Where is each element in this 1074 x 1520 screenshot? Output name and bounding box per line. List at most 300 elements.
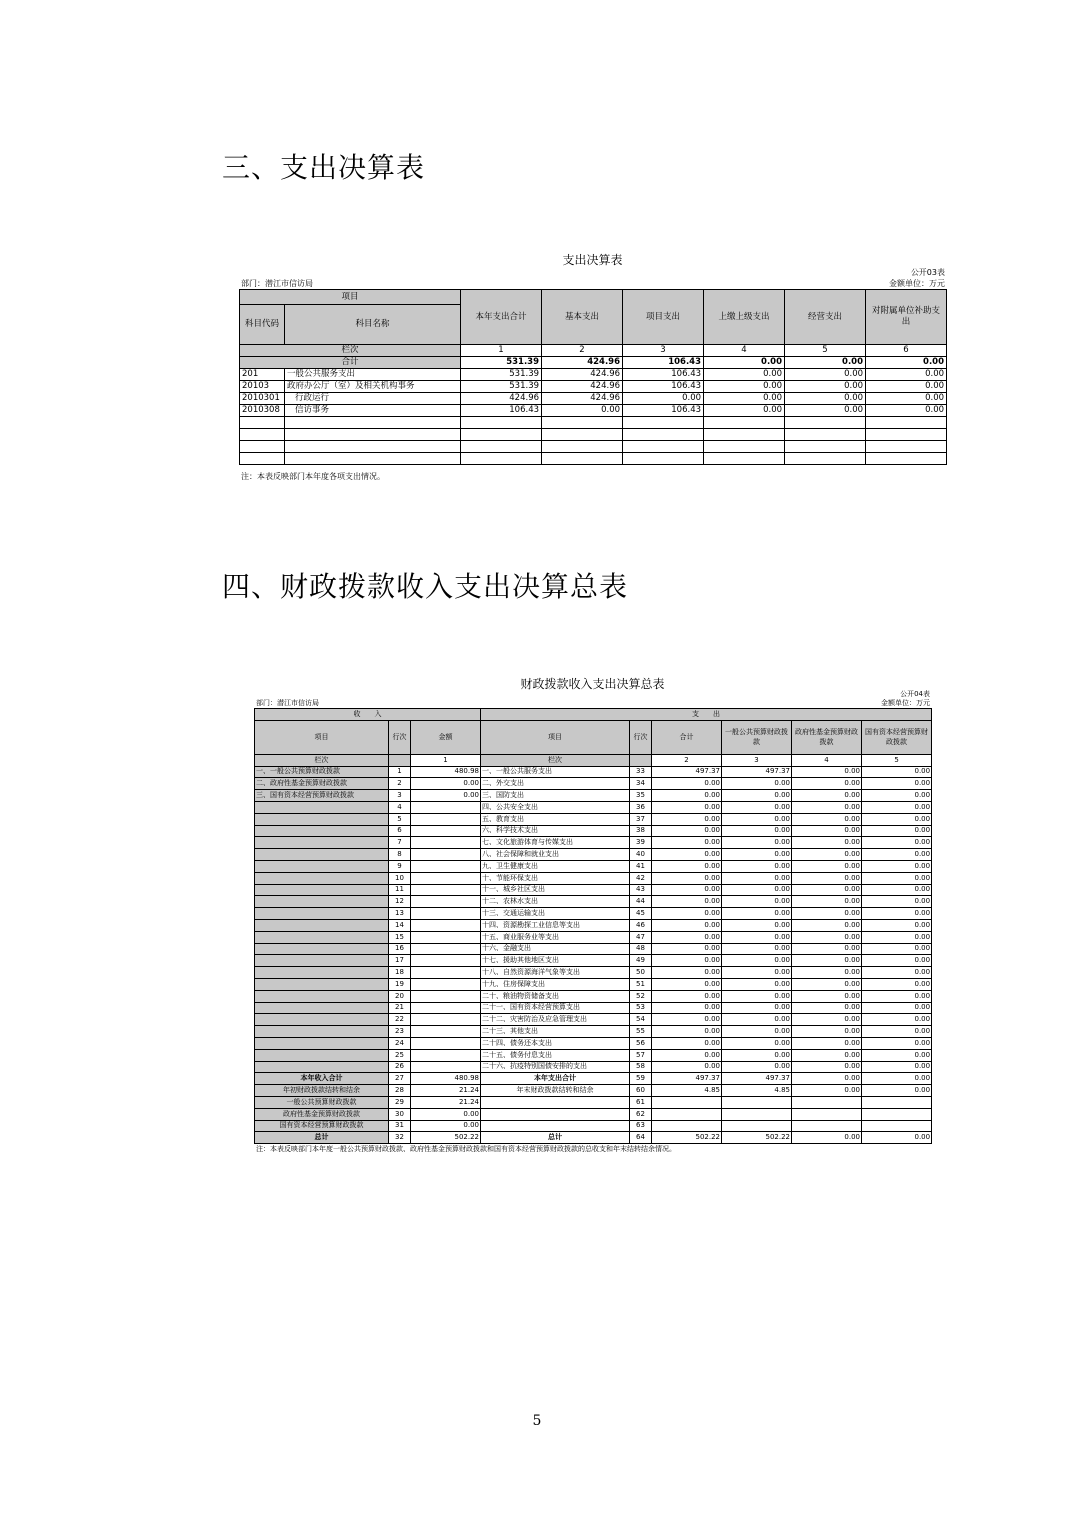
- expense-item: 九、卫生健康支出: [481, 860, 630, 872]
- expense-value: 0.00: [722, 943, 792, 955]
- income-row-no: 15: [389, 931, 411, 943]
- table-row: [255, 778, 932, 790]
- income-row-no: 17: [389, 955, 411, 967]
- expense-value: 0.00: [862, 1085, 932, 1097]
- expense-value: 0.00: [652, 849, 722, 861]
- expense-row-no: 46: [630, 919, 652, 931]
- expense-item: 十、节能环保支出: [481, 872, 630, 884]
- summary-row: [255, 1120, 932, 1132]
- income-item: [255, 813, 389, 825]
- header-amount: 金额: [411, 720, 481, 754]
- table-row: [255, 1049, 932, 1061]
- expense-value: 0.00: [722, 955, 792, 967]
- expense-value: [722, 1108, 792, 1120]
- income-amount: [411, 801, 481, 813]
- row-value: 424.96: [461, 393, 542, 405]
- expense-value: 0.00: [792, 1085, 862, 1097]
- income-amount: [411, 825, 481, 837]
- table-row: [255, 790, 932, 802]
- expense-value: 0.00: [792, 790, 862, 802]
- header-general-budget: 一般公共预算财政拨款: [722, 720, 792, 754]
- income-amount: [411, 1061, 481, 1073]
- expense-item: 六、科学技术支出: [481, 825, 630, 837]
- expense-item: 本年支出合计: [481, 1073, 630, 1085]
- row-code: 20103: [240, 381, 285, 393]
- row-code: 201: [240, 369, 285, 381]
- income-row-no: 16: [389, 943, 411, 955]
- expense-value: 0.00: [652, 860, 722, 872]
- income-row-no: 5: [389, 813, 411, 825]
- income-row-no: 10: [389, 872, 411, 884]
- expense-item: 十三、交通运输支出: [481, 908, 630, 920]
- income-amount: [411, 860, 481, 872]
- expense-item: 二十四、债务还本支出: [481, 1037, 630, 1049]
- expense-value: 0.00: [652, 872, 722, 884]
- expense-row-no: 38: [630, 825, 652, 837]
- col-number: 2: [542, 345, 623, 357]
- expense-row-no: 55: [630, 1026, 652, 1038]
- row-value: 106.43: [623, 405, 704, 417]
- income-row-no: 32: [389, 1132, 411, 1144]
- table1-title: 支出决算表: [562, 253, 623, 267]
- income-amount: [411, 896, 481, 908]
- row-value: 106.43: [623, 381, 704, 393]
- expense-value: 0.00: [792, 978, 862, 990]
- income-amount: [411, 908, 481, 920]
- expense-value: 0.00: [862, 931, 932, 943]
- table-row: [255, 825, 932, 837]
- col-number: 1: [461, 345, 542, 357]
- income-item: [255, 1002, 389, 1014]
- expense-value: 4.85: [652, 1085, 722, 1097]
- expense-row-no: 36: [630, 801, 652, 813]
- row-value: 424.96: [542, 381, 623, 393]
- expense-value: 0.00: [652, 1002, 722, 1014]
- expense-item: 四、公共安全支出: [481, 801, 630, 813]
- income-amount: [411, 967, 481, 979]
- income-row-no: 27: [389, 1073, 411, 1085]
- expense-value: 0.00: [722, 813, 792, 825]
- income-amount: [411, 978, 481, 990]
- expense-value: 0.00: [792, 837, 862, 849]
- empty-row: [240, 429, 947, 441]
- expense-value: 0.00: [722, 837, 792, 849]
- total-value: 106.43: [623, 357, 704, 369]
- income-item: [255, 1049, 389, 1061]
- income-item: [255, 990, 389, 1002]
- section4-heading: 四、财政拨款收入支出决算总表: [222, 570, 629, 603]
- fiscal-summary-table: [254, 708, 932, 1144]
- expense-row-no: 49: [630, 955, 652, 967]
- header-col4: 上缴上级支出: [704, 290, 785, 345]
- expense-value: [652, 1096, 722, 1108]
- income-item: [255, 908, 389, 920]
- income-amount: [411, 990, 481, 1002]
- income-amount: [411, 1002, 481, 1014]
- expense-value: [862, 1108, 932, 1120]
- expense-value: 0.00: [862, 1061, 932, 1073]
- header-name: 科目名称: [285, 305, 461, 345]
- income-row-no: 19: [389, 978, 411, 990]
- table-row: [255, 908, 932, 920]
- header-exp-item: 项目: [481, 720, 630, 754]
- expense-value: [862, 1120, 932, 1132]
- income-amount: [411, 872, 481, 884]
- expense-value: 0.00: [792, 884, 862, 896]
- header-code: 科目代码: [240, 305, 285, 345]
- row-code: 2010308: [240, 405, 285, 417]
- header-col6: 对附属单位补助支出: [866, 290, 947, 345]
- expense-item: 十四、资源勘探工业信息等支出: [481, 919, 630, 931]
- expense-row-no: 39: [630, 837, 652, 849]
- income-row-no: 4: [389, 801, 411, 813]
- row-value: 0.00: [785, 381, 866, 393]
- expense-row-no: 37: [630, 813, 652, 825]
- expense-row-no: 40: [630, 849, 652, 861]
- table-row: [240, 405, 947, 417]
- expense-value: 0.00: [652, 837, 722, 849]
- header-total: 合计: [652, 720, 722, 754]
- income-item: 二、政府性基金预算财政拨款: [255, 778, 389, 790]
- expense-header: 支 出: [481, 709, 932, 721]
- row-name: 政府办公厅（室）及相关机构事务: [285, 381, 461, 393]
- expense-item: 年末财政拨款结转和结余: [481, 1085, 630, 1097]
- table-row: [255, 1061, 932, 1073]
- income-amount: [411, 813, 481, 825]
- table-row: [255, 967, 932, 979]
- income-item: [255, 955, 389, 967]
- income-item: 一、一般公共预算财政拨款: [255, 766, 389, 778]
- expense-row-no: 51: [630, 978, 652, 990]
- expense-value: 0.00: [792, 1049, 862, 1061]
- expense-value: 0.00: [722, 896, 792, 908]
- income-item: [255, 1014, 389, 1026]
- total-row: [240, 357, 947, 369]
- expense-value: 0.00: [722, 1002, 792, 1014]
- income-amount: 21.24: [411, 1085, 481, 1097]
- income-row-no: 28: [389, 1085, 411, 1097]
- table1-dept: 部门：潜江市信访局: [241, 279, 313, 288]
- row-name: 一般公共服务支出: [285, 369, 461, 381]
- income-item: [255, 967, 389, 979]
- expense-value: 0.00: [862, 919, 932, 931]
- expense-value: [652, 1120, 722, 1132]
- expense-value: 0.00: [652, 1049, 722, 1061]
- expense-value: 0.00: [722, 790, 792, 802]
- expense-value: 0.00: [862, 1132, 932, 1144]
- income-amount: 0.00: [411, 1120, 481, 1132]
- expense-value: 0.00: [652, 919, 722, 931]
- income-row-no: 21: [389, 1002, 411, 1014]
- expense-item: 十五、商业服务业等支出: [481, 931, 630, 943]
- expense-value: 497.37: [722, 1073, 792, 1085]
- col-number: 1: [411, 754, 481, 766]
- expense-value: 0.00: [792, 990, 862, 1002]
- expense-value: 0.00: [792, 908, 862, 920]
- table-row: [255, 766, 932, 778]
- row-value: 531.39: [461, 381, 542, 393]
- expense-value: 0.00: [792, 825, 862, 837]
- expense-item: 二十六、抗疫特别国债安排的支出: [481, 1061, 630, 1073]
- income-amount: 21.24: [411, 1096, 481, 1108]
- expense-value: 0.00: [652, 1014, 722, 1026]
- expense-value: 502.22: [652, 1132, 722, 1144]
- expense-value: 0.00: [722, 919, 792, 931]
- table-row: [255, 896, 932, 908]
- income-row-no: 22: [389, 1014, 411, 1026]
- expense-item: 八、社会保障和就业支出: [481, 849, 630, 861]
- expense-item: 二、外交支出: [481, 778, 630, 790]
- header-item: 项目: [255, 720, 389, 754]
- income-amount: [411, 1014, 481, 1026]
- income-row-no: 9: [389, 860, 411, 872]
- expense-row-no: 54: [630, 1014, 652, 1026]
- income-amount: [411, 955, 481, 967]
- income-amount: [411, 1049, 481, 1061]
- expense-row-no: 43: [630, 884, 652, 896]
- expense-row-no: 48: [630, 943, 652, 955]
- expense-row-no: 52: [630, 990, 652, 1002]
- expense-value: 0.00: [652, 813, 722, 825]
- row-value: 106.43: [461, 405, 542, 417]
- expense-value: 0.00: [792, 813, 862, 825]
- expense-value: 0.00: [862, 837, 932, 849]
- expense-value: 0.00: [792, 1132, 862, 1144]
- expense-value: 0.00: [862, 872, 932, 884]
- income-item: [255, 860, 389, 872]
- expense-value: 0.00: [792, 1073, 862, 1085]
- expense-row-no: 61: [630, 1096, 652, 1108]
- income-item: 本年收入合计: [255, 1073, 389, 1085]
- expense-value: 0.00: [722, 967, 792, 979]
- expense-value: 0.00: [792, 967, 862, 979]
- table1-form-no: 公开03表: [910, 268, 945, 277]
- expense-value: 0.00: [722, 825, 792, 837]
- expense-value: 0.00: [722, 1037, 792, 1049]
- expense-item: [481, 1108, 630, 1120]
- expense-row-no: 33: [630, 766, 652, 778]
- col-number: 2: [652, 754, 722, 766]
- table2-dept: 部门：潜江市信访局: [256, 699, 319, 707]
- expense-item: 十八、自然资源海洋气象等支出: [481, 967, 630, 979]
- col-number: 3: [623, 345, 704, 357]
- expense-item: 五、教育支出: [481, 813, 630, 825]
- total-value: 424.96: [542, 357, 623, 369]
- expense-table: [239, 289, 947, 465]
- table-row: [255, 955, 932, 967]
- income-amount: [411, 931, 481, 943]
- income-row-no: 25: [389, 1049, 411, 1061]
- expense-value: 497.37: [652, 1073, 722, 1085]
- row-value: 0.00: [704, 405, 785, 417]
- expense-item: 二十、粮油物资储备支出: [481, 990, 630, 1002]
- income-row-no: 11: [389, 884, 411, 896]
- expense-value: 0.00: [862, 884, 932, 896]
- income-row-no: 12: [389, 896, 411, 908]
- total-value: 0.00: [704, 357, 785, 369]
- expense-value: 0.00: [652, 931, 722, 943]
- income-item: [255, 884, 389, 896]
- expense-value: [792, 1108, 862, 1120]
- expense-value: 0.00: [652, 778, 722, 790]
- income-amount: 0.00: [411, 778, 481, 790]
- expense-value: 0.00: [652, 908, 722, 920]
- income-row-no: 24: [389, 1037, 411, 1049]
- expense-value: 0.00: [792, 931, 862, 943]
- expense-value: 0.00: [652, 1061, 722, 1073]
- expense-value: 0.00: [862, 908, 932, 920]
- lanci-label: 栏次: [240, 345, 461, 357]
- expense-value: 0.00: [722, 860, 792, 872]
- section3-heading: 三、支出决算表: [222, 151, 426, 184]
- row-value: 0.00: [542, 405, 623, 417]
- income-row-no: 18: [389, 967, 411, 979]
- expense-value: 0.00: [862, 943, 932, 955]
- expense-row-no: 63: [630, 1120, 652, 1132]
- expense-value: 0.00: [862, 1049, 932, 1061]
- income-amount: [411, 849, 481, 861]
- total-value: 531.39: [461, 357, 542, 369]
- expense-value: 0.00: [862, 813, 932, 825]
- income-header: 收 入: [255, 709, 481, 721]
- expense-item: 十七、援助其他地区支出: [481, 955, 630, 967]
- income-item: [255, 837, 389, 849]
- expense-value: 0.00: [722, 801, 792, 813]
- expense-value: 0.00: [722, 884, 792, 896]
- table-row: [255, 849, 932, 861]
- expense-value: 0.00: [652, 943, 722, 955]
- expense-row-no: 50: [630, 967, 652, 979]
- expense-value: 0.00: [792, 872, 862, 884]
- income-amount: [411, 1026, 481, 1038]
- expense-value: 0.00: [652, 1037, 722, 1049]
- expense-value: 0.00: [792, 919, 862, 931]
- empty-row: [240, 453, 947, 465]
- table-row: [255, 1037, 932, 1049]
- expense-item: 三、国防支出: [481, 790, 630, 802]
- table-row: [255, 919, 932, 931]
- expense-value: 0.00: [652, 1026, 722, 1038]
- expense-row-no: 41: [630, 860, 652, 872]
- row-value: 0.00: [866, 369, 947, 381]
- income-row-no: 20: [389, 990, 411, 1002]
- expense-item: 二十三、其他支出: [481, 1026, 630, 1038]
- total-label: 合计: [240, 357, 461, 369]
- table-row: [255, 884, 932, 896]
- header-col2: 基本支出: [542, 290, 623, 345]
- expense-row-no: 62: [630, 1108, 652, 1120]
- col-number: 6: [866, 345, 947, 357]
- income-row-no: 7: [389, 837, 411, 849]
- expense-row-no: 57: [630, 1049, 652, 1061]
- expense-value: 0.00: [652, 801, 722, 813]
- income-item: [255, 1026, 389, 1038]
- table-row: [255, 1026, 932, 1038]
- expense-item: 七、文化旅游体育与传媒支出: [481, 837, 630, 849]
- lanci-label: 栏次: [481, 754, 630, 766]
- row-value: 531.39: [461, 369, 542, 381]
- expense-value: 0.00: [722, 931, 792, 943]
- expense-row-no: 64: [630, 1132, 652, 1144]
- expense-item: 一、一般公共服务支出: [481, 766, 630, 778]
- col-number: 5: [785, 345, 866, 357]
- expense-value: [722, 1096, 792, 1108]
- income-item: 年初财政拨款结转和结余: [255, 1085, 389, 1097]
- expense-value: 0.00: [792, 1037, 862, 1049]
- income-item: 政府性基金预算财政拨款: [255, 1108, 389, 1120]
- income-row-no: 8: [389, 849, 411, 861]
- expense-value: 0.00: [722, 908, 792, 920]
- table2-title: 财政拨款收入支出决算总表: [520, 677, 665, 691]
- expense-value: 0.00: [722, 872, 792, 884]
- income-item: [255, 1061, 389, 1073]
- expense-value: 0.00: [862, 790, 932, 802]
- row-value: 0.00: [866, 381, 947, 393]
- income-item: [255, 896, 389, 908]
- expense-value: 0.00: [722, 1049, 792, 1061]
- col-number: 3: [722, 754, 792, 766]
- header-exp-row-no: 行次: [630, 720, 652, 754]
- expense-value: 0.00: [792, 849, 862, 861]
- income-row-no: 1: [389, 766, 411, 778]
- header-col1: 本年支出合计: [461, 290, 542, 345]
- row-value: 0.00: [785, 393, 866, 405]
- expense-value: 0.00: [862, 967, 932, 979]
- income-item: 一般公共预算财政拨款: [255, 1096, 389, 1108]
- income-item: [255, 943, 389, 955]
- summary-row: [255, 1108, 932, 1120]
- income-amount: [411, 837, 481, 849]
- income-amount: 480.98: [411, 766, 481, 778]
- expense-value: 0.00: [862, 778, 932, 790]
- expense-item: 十九、住房保障支出: [481, 978, 630, 990]
- expense-row-no: 35: [630, 790, 652, 802]
- expense-value: 0.00: [652, 896, 722, 908]
- expense-item: 十六、金融支出: [481, 943, 630, 955]
- income-item: [255, 931, 389, 943]
- expense-value: 497.37: [652, 766, 722, 778]
- expense-value: [722, 1120, 792, 1132]
- income-row-no: 30: [389, 1108, 411, 1120]
- expense-value: [862, 1096, 932, 1108]
- expense-value: 0.00: [862, 955, 932, 967]
- expense-value: [792, 1096, 862, 1108]
- expense-row-no: 44: [630, 896, 652, 908]
- table-row: [255, 860, 932, 872]
- table-row: [255, 978, 932, 990]
- expense-value: 0.00: [722, 849, 792, 861]
- income-row-no: 23: [389, 1026, 411, 1038]
- expense-item: [481, 1120, 630, 1132]
- expense-value: 0.00: [862, 1026, 932, 1038]
- expense-value: 0.00: [792, 1026, 862, 1038]
- row-value: 0.00: [785, 405, 866, 417]
- expense-value: 0.00: [722, 1026, 792, 1038]
- lanci-label: 栏次: [255, 754, 389, 766]
- expense-row-no: 45: [630, 908, 652, 920]
- expense-value: 0.00: [792, 943, 862, 955]
- income-amount: 0.00: [411, 790, 481, 802]
- empty-row: [240, 417, 947, 429]
- income-amount: [411, 884, 481, 896]
- income-item: 国有资本经营预算财政拨款: [255, 1120, 389, 1132]
- expense-row-no: 58: [630, 1061, 652, 1073]
- expense-value: 0.00: [862, 1037, 932, 1049]
- empty-row: [240, 441, 947, 453]
- expense-item: 二十一、国有资本经营预算支出: [481, 1002, 630, 1014]
- expense-row-no: 59: [630, 1073, 652, 1085]
- table-row: [255, 990, 932, 1002]
